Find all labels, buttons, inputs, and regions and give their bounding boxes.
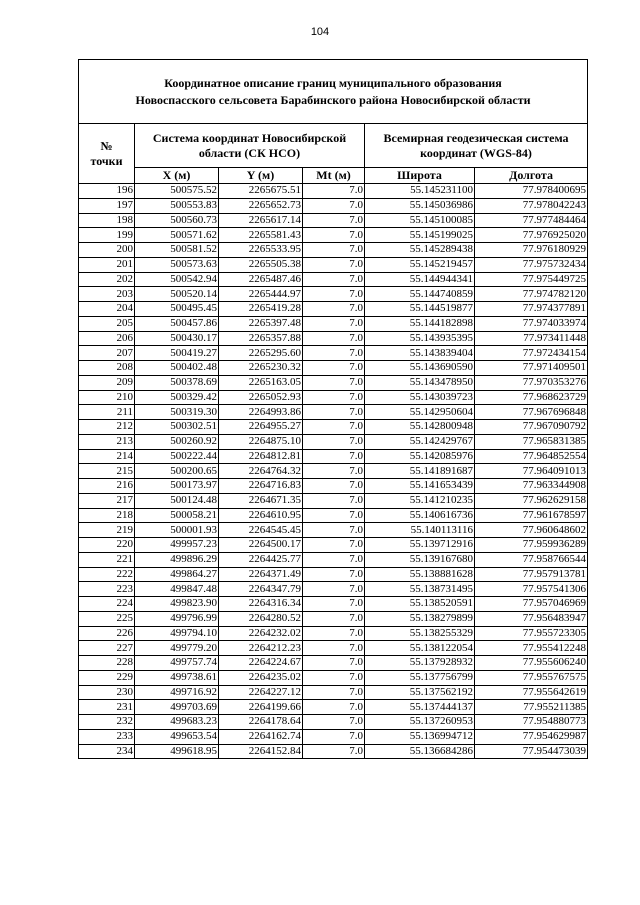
longitude-cell: 77.963344908 — [475, 479, 588, 494]
y-cell: 2264347.79 — [219, 582, 303, 597]
latitude-cell: 55.136994712 — [365, 729, 475, 744]
longitude-cell: 77.967090792 — [475, 420, 588, 435]
longitude-cell: 77.978042243 — [475, 198, 588, 213]
longitude-cell: 77.954880773 — [475, 715, 588, 730]
coordinates-body — [79, 184, 588, 759]
x-cell: 500378.69 — [135, 375, 219, 390]
mt-cell: 7.0 — [303, 464, 365, 479]
y-cell: 2265617.14 — [219, 213, 303, 228]
table-row — [79, 331, 588, 346]
longitude-cell: 77.975732434 — [475, 257, 588, 272]
point-number-cell: 228 — [79, 656, 135, 671]
x-cell: 500575.52 — [135, 184, 219, 199]
table-row — [79, 272, 588, 287]
mt-header: Mt (м) — [303, 168, 365, 184]
longitude-cell: 77.973411448 — [475, 331, 588, 346]
point-number-cell: 211 — [79, 405, 135, 420]
point-number-cell: 220 — [79, 538, 135, 553]
latitude-cell: 55.142085976 — [365, 449, 475, 464]
y-cell: 2265652.73 — [219, 198, 303, 213]
x-cell: 499796.99 — [135, 611, 219, 626]
mt-cell: 7.0 — [303, 375, 365, 390]
table-row — [79, 552, 588, 567]
latitude-cell: 55.143478950 — [365, 375, 475, 390]
longitude-cell: 77.968623729 — [475, 390, 588, 405]
longitude-cell: 77.956483947 — [475, 611, 588, 626]
x-cell: 500260.92 — [135, 434, 219, 449]
x-cell: 499779.20 — [135, 641, 219, 656]
latitude-cell: 55.143690590 — [365, 361, 475, 376]
point-number-cell: 224 — [79, 597, 135, 612]
table-row — [79, 257, 588, 272]
point-number-cell: 227 — [79, 641, 135, 656]
longitude-cell: 77.955211385 — [475, 700, 588, 715]
x-cell: 500520.14 — [135, 287, 219, 302]
y-cell: 2264993.86 — [219, 405, 303, 420]
title-line-2: Новоспасского сельсовета Барабинского района Новосибирской области — [135, 92, 531, 107]
y-cell: 2264224.67 — [219, 656, 303, 671]
x-cell: 499618.95 — [135, 744, 219, 759]
table-row — [79, 538, 588, 553]
y-cell: 2264371.49 — [219, 567, 303, 582]
table-title — [79, 60, 588, 124]
y-cell: 2265581.43 — [219, 228, 303, 243]
longitude-cell: 77.955642619 — [475, 685, 588, 700]
y-cell: 2265444.97 — [219, 287, 303, 302]
y-cell: 2264671.35 — [219, 493, 303, 508]
longitude-cell: 77.954629987 — [475, 729, 588, 744]
x-cell: 499683.23 — [135, 715, 219, 730]
point-number-cell: 212 — [79, 420, 135, 435]
x-cell: 500200.65 — [135, 464, 219, 479]
y-cell: 2264212.23 — [219, 641, 303, 656]
y-cell: 2264280.52 — [219, 611, 303, 626]
point-number-cell: 222 — [79, 567, 135, 582]
y-cell: 2265397.48 — [219, 316, 303, 331]
mt-cell: 7.0 — [303, 228, 365, 243]
table-row — [79, 464, 588, 479]
x-cell: 500571.62 — [135, 228, 219, 243]
point-number-header — [79, 124, 135, 184]
y-cell: 2264716.83 — [219, 479, 303, 494]
x-cell: 499847.48 — [135, 582, 219, 597]
longitude-cell: 77.978400695 — [475, 184, 588, 199]
mt-cell: 7.0 — [303, 567, 365, 582]
point-number-cell: 203 — [79, 287, 135, 302]
x-cell: 500581.52 — [135, 243, 219, 258]
x-cell: 499864.27 — [135, 567, 219, 582]
local-system-header: Система координат Новосибирской области (СК НСО) — [135, 124, 365, 168]
table-row — [79, 656, 588, 671]
table-row — [79, 611, 588, 626]
point-number-word: точки — [90, 153, 123, 168]
page-number: 104 — [310, 26, 330, 38]
y-cell: 2264545.45 — [219, 523, 303, 538]
table-row — [79, 316, 588, 331]
longitude-cell: 77.955767575 — [475, 670, 588, 685]
point-number-cell: 207 — [79, 346, 135, 361]
x-cell: 499716.92 — [135, 685, 219, 700]
point-number-cell: 215 — [79, 464, 135, 479]
latitude-cell: 55.141653439 — [365, 479, 475, 494]
latitude-cell: 55.137562192 — [365, 685, 475, 700]
latitude-cell: 55.145219457 — [365, 257, 475, 272]
table-row — [79, 493, 588, 508]
x-cell: 500419.27 — [135, 346, 219, 361]
table-row — [79, 346, 588, 361]
mt-cell: 7.0 — [303, 538, 365, 553]
table-row — [79, 287, 588, 302]
y-cell: 2265505.38 — [219, 257, 303, 272]
longitude-cell: 77.955412248 — [475, 641, 588, 656]
point-number-cell: 214 — [79, 449, 135, 464]
mt-cell: 7.0 — [303, 744, 365, 759]
x-cell: 499957.23 — [135, 538, 219, 553]
mt-cell: 7.0 — [303, 508, 365, 523]
longitude-header: Долгота — [475, 168, 588, 184]
mt-cell: 7.0 — [303, 346, 365, 361]
longitude-cell: 77.974033974 — [475, 316, 588, 331]
point-number-cell: 231 — [79, 700, 135, 715]
point-number-cell: 223 — [79, 582, 135, 597]
y-cell: 2264199.66 — [219, 700, 303, 715]
table-row — [79, 685, 588, 700]
latitude-cell: 55.138279899 — [365, 611, 475, 626]
longitude-cell: 77.964852554 — [475, 449, 588, 464]
y-cell: 2265675.51 — [219, 184, 303, 199]
y-cell: 2264875.10 — [219, 434, 303, 449]
longitude-cell: 77.975449725 — [475, 272, 588, 287]
longitude-cell: 77.960648602 — [475, 523, 588, 538]
latitude-cell: 55.141210235 — [365, 493, 475, 508]
latitude-cell: 55.137756799 — [365, 670, 475, 685]
latitude-cell: 55.139712916 — [365, 538, 475, 553]
mt-cell: 7.0 — [303, 715, 365, 730]
mt-cell: 7.0 — [303, 434, 365, 449]
mt-cell: 7.0 — [303, 316, 365, 331]
point-number-cell: 219 — [79, 523, 135, 538]
point-number-cell: 197 — [79, 198, 135, 213]
table-row — [79, 184, 588, 199]
point-number-cell: 229 — [79, 670, 135, 685]
mt-cell: 7.0 — [303, 685, 365, 700]
latitude-cell: 55.138255329 — [365, 626, 475, 641]
longitude-cell: 77.961678597 — [475, 508, 588, 523]
y-cell: 2265052.93 — [219, 390, 303, 405]
x-cell: 499703.69 — [135, 700, 219, 715]
mt-cell: 7.0 — [303, 641, 365, 656]
point-number-cell: 213 — [79, 434, 135, 449]
table-row — [79, 405, 588, 420]
latitude-cell: 55.137928932 — [365, 656, 475, 671]
y-header: Y (м) — [219, 168, 303, 184]
point-number-cell: 210 — [79, 390, 135, 405]
longitude-cell: 77.958766544 — [475, 552, 588, 567]
x-cell: 499738.61 — [135, 670, 219, 685]
mt-cell: 7.0 — [303, 272, 365, 287]
latitude-cell: 55.145289438 — [365, 243, 475, 258]
point-number-cell: 230 — [79, 685, 135, 700]
table-row — [79, 420, 588, 435]
y-cell: 2264764.32 — [219, 464, 303, 479]
y-cell: 2264500.17 — [219, 538, 303, 553]
mt-cell: 7.0 — [303, 213, 365, 228]
longitude-cell: 77.977484464 — [475, 213, 588, 228]
point-number-cell: 198 — [79, 213, 135, 228]
point-number-cell: 233 — [79, 729, 135, 744]
y-cell: 2264152.84 — [219, 744, 303, 759]
y-cell: 2265230.32 — [219, 361, 303, 376]
latitude-cell: 55.137444137 — [365, 700, 475, 715]
table-row — [79, 597, 588, 612]
x-cell: 499823.90 — [135, 597, 219, 612]
table-row — [79, 523, 588, 538]
latitude-cell: 55.145100085 — [365, 213, 475, 228]
x-cell: 499653.54 — [135, 729, 219, 744]
latitude-cell: 55.138731495 — [365, 582, 475, 597]
table-row — [79, 361, 588, 376]
longitude-cell: 77.962629158 — [475, 493, 588, 508]
x-cell: 499794.10 — [135, 626, 219, 641]
point-number-cell: 199 — [79, 228, 135, 243]
latitude-cell: 55.144519877 — [365, 302, 475, 317]
table-row — [79, 567, 588, 582]
y-cell: 2264812.81 — [219, 449, 303, 464]
y-cell: 2265295.60 — [219, 346, 303, 361]
table-row — [79, 729, 588, 744]
wgs-system-header: Всемирная геодезическая система координат (WGS-84) — [365, 124, 588, 168]
x-cell: 499757.74 — [135, 656, 219, 671]
x-cell: 500319.30 — [135, 405, 219, 420]
y-cell: 2264425.77 — [219, 552, 303, 567]
longitude-cell: 77.967696848 — [475, 405, 588, 420]
point-number-cell: 226 — [79, 626, 135, 641]
y-cell: 2265533.95 — [219, 243, 303, 258]
longitude-cell: 77.957541306 — [475, 582, 588, 597]
point-number-cell: 196 — [79, 184, 135, 199]
point-number-cell: 232 — [79, 715, 135, 730]
point-number-symbol: № — [100, 138, 113, 153]
mt-cell: 7.0 — [303, 656, 365, 671]
mt-cell: 7.0 — [303, 198, 365, 213]
mt-cell: 7.0 — [303, 361, 365, 376]
latitude-header: Широта — [365, 168, 475, 184]
mt-cell: 7.0 — [303, 552, 365, 567]
point-number-cell: 218 — [79, 508, 135, 523]
y-cell: 2265487.46 — [219, 272, 303, 287]
x-cell: 500457.86 — [135, 316, 219, 331]
point-number-cell: 221 — [79, 552, 135, 567]
latitude-cell: 55.142429767 — [365, 434, 475, 449]
latitude-cell: 55.143839404 — [365, 346, 475, 361]
mt-cell: 7.0 — [303, 493, 365, 508]
longitude-cell: 77.976925020 — [475, 228, 588, 243]
mt-cell: 7.0 — [303, 597, 365, 612]
longitude-cell: 77.957913781 — [475, 567, 588, 582]
mt-cell: 7.0 — [303, 479, 365, 494]
x-cell: 500329.42 — [135, 390, 219, 405]
mt-cell: 7.0 — [303, 523, 365, 538]
y-cell: 2264235.02 — [219, 670, 303, 685]
longitude-cell: 77.976180929 — [475, 243, 588, 258]
mt-cell: 7.0 — [303, 302, 365, 317]
x-cell: 500173.97 — [135, 479, 219, 494]
longitude-cell: 77.955723305 — [475, 626, 588, 641]
point-number-cell: 209 — [79, 375, 135, 390]
point-number-cell: 200 — [79, 243, 135, 258]
table-row — [79, 479, 588, 494]
x-cell: 500402.48 — [135, 361, 219, 376]
longitude-cell: 77.955606240 — [475, 656, 588, 671]
point-number-cell: 201 — [79, 257, 135, 272]
latitude-cell: 55.139167680 — [365, 552, 475, 567]
y-cell: 2265163.05 — [219, 375, 303, 390]
longitude-cell: 77.959936289 — [475, 538, 588, 553]
latitude-cell: 55.145199025 — [365, 228, 475, 243]
table-row — [79, 508, 588, 523]
y-cell: 2264178.64 — [219, 715, 303, 730]
table-row — [79, 641, 588, 656]
longitude-cell: 77.957046969 — [475, 597, 588, 612]
table-row — [79, 213, 588, 228]
mt-cell: 7.0 — [303, 257, 365, 272]
mt-cell: 7.0 — [303, 611, 365, 626]
table-row — [79, 302, 588, 317]
table-row — [79, 198, 588, 213]
latitude-cell: 55.138122054 — [365, 641, 475, 656]
latitude-cell: 55.143039723 — [365, 390, 475, 405]
longitude-cell: 77.974782120 — [475, 287, 588, 302]
point-number-cell: 217 — [79, 493, 135, 508]
y-cell: 2264162.74 — [219, 729, 303, 744]
mt-cell: 7.0 — [303, 243, 365, 258]
table-row — [79, 626, 588, 641]
mt-cell: 7.0 — [303, 420, 365, 435]
latitude-cell: 55.140616736 — [365, 508, 475, 523]
y-cell: 2264955.27 — [219, 420, 303, 435]
longitude-cell: 77.974377891 — [475, 302, 588, 317]
x-cell: 500542.94 — [135, 272, 219, 287]
longitude-cell: 77.972434154 — [475, 346, 588, 361]
table-row — [79, 434, 588, 449]
point-number-cell: 204 — [79, 302, 135, 317]
table-row — [79, 582, 588, 597]
y-cell: 2264316.34 — [219, 597, 303, 612]
mt-cell: 7.0 — [303, 700, 365, 715]
longitude-cell: 77.954473039 — [475, 744, 588, 759]
x-cell: 500560.73 — [135, 213, 219, 228]
y-cell: 2264227.12 — [219, 685, 303, 700]
point-number-cell: 202 — [79, 272, 135, 287]
mt-cell: 7.0 — [303, 626, 365, 641]
table-row — [79, 744, 588, 759]
x-cell: 500430.17 — [135, 331, 219, 346]
x-header: X (м) — [135, 168, 219, 184]
table-row — [79, 715, 588, 730]
point-number-cell: 208 — [79, 361, 135, 376]
x-cell: 500495.45 — [135, 302, 219, 317]
y-cell: 2264610.95 — [219, 508, 303, 523]
x-cell: 500302.51 — [135, 420, 219, 435]
table-row — [79, 228, 588, 243]
latitude-cell: 55.141891687 — [365, 464, 475, 479]
mt-cell: 7.0 — [303, 287, 365, 302]
latitude-cell: 55.138520591 — [365, 597, 475, 612]
latitude-cell: 55.142800948 — [365, 420, 475, 435]
mt-cell: 7.0 — [303, 670, 365, 685]
table-row — [79, 375, 588, 390]
title-line-1: Координатное описание границ муниципального образования — [164, 75, 502, 90]
mt-cell: 7.0 — [303, 184, 365, 199]
x-cell: 500124.48 — [135, 493, 219, 508]
mt-cell: 7.0 — [303, 405, 365, 420]
x-cell: 500553.83 — [135, 198, 219, 213]
point-number-cell: 216 — [79, 479, 135, 494]
x-cell: 500573.63 — [135, 257, 219, 272]
table-row — [79, 700, 588, 715]
latitude-cell: 55.136684286 — [365, 744, 475, 759]
y-cell: 2265419.28 — [219, 302, 303, 317]
point-number-cell: 206 — [79, 331, 135, 346]
longitude-cell: 77.965831385 — [475, 434, 588, 449]
longitude-cell: 77.970353276 — [475, 375, 588, 390]
latitude-cell: 55.144740859 — [365, 287, 475, 302]
latitude-cell: 55.144182898 — [365, 316, 475, 331]
latitude-cell: 55.137260953 — [365, 715, 475, 730]
point-number-cell: 205 — [79, 316, 135, 331]
x-cell: 500222.44 — [135, 449, 219, 464]
mt-cell: 7.0 — [303, 390, 365, 405]
table-row — [79, 390, 588, 405]
table-row — [79, 243, 588, 258]
latitude-cell: 55.145036986 — [365, 198, 475, 213]
x-cell: 500058.21 — [135, 508, 219, 523]
table-row — [79, 449, 588, 464]
mt-cell: 7.0 — [303, 331, 365, 346]
longitude-cell: 77.971409501 — [475, 361, 588, 376]
latitude-cell: 55.140113116 — [365, 523, 475, 538]
mt-cell: 7.0 — [303, 729, 365, 744]
coordinates-table — [78, 59, 588, 759]
x-cell: 500001.93 — [135, 523, 219, 538]
table-row — [79, 670, 588, 685]
x-cell: 499896.29 — [135, 552, 219, 567]
mt-cell: 7.0 — [303, 449, 365, 464]
longitude-cell: 77.964091013 — [475, 464, 588, 479]
latitude-cell: 55.142950604 — [365, 405, 475, 420]
mt-cell: 7.0 — [303, 582, 365, 597]
point-number-cell: 225 — [79, 611, 135, 626]
y-cell: 2265357.88 — [219, 331, 303, 346]
latitude-cell: 55.145231100 — [365, 184, 475, 199]
latitude-cell: 55.144944341 — [365, 272, 475, 287]
y-cell: 2264232.02 — [219, 626, 303, 641]
latitude-cell: 55.138881628 — [365, 567, 475, 582]
point-number-cell: 234 — [79, 744, 135, 759]
latitude-cell: 55.143935395 — [365, 331, 475, 346]
